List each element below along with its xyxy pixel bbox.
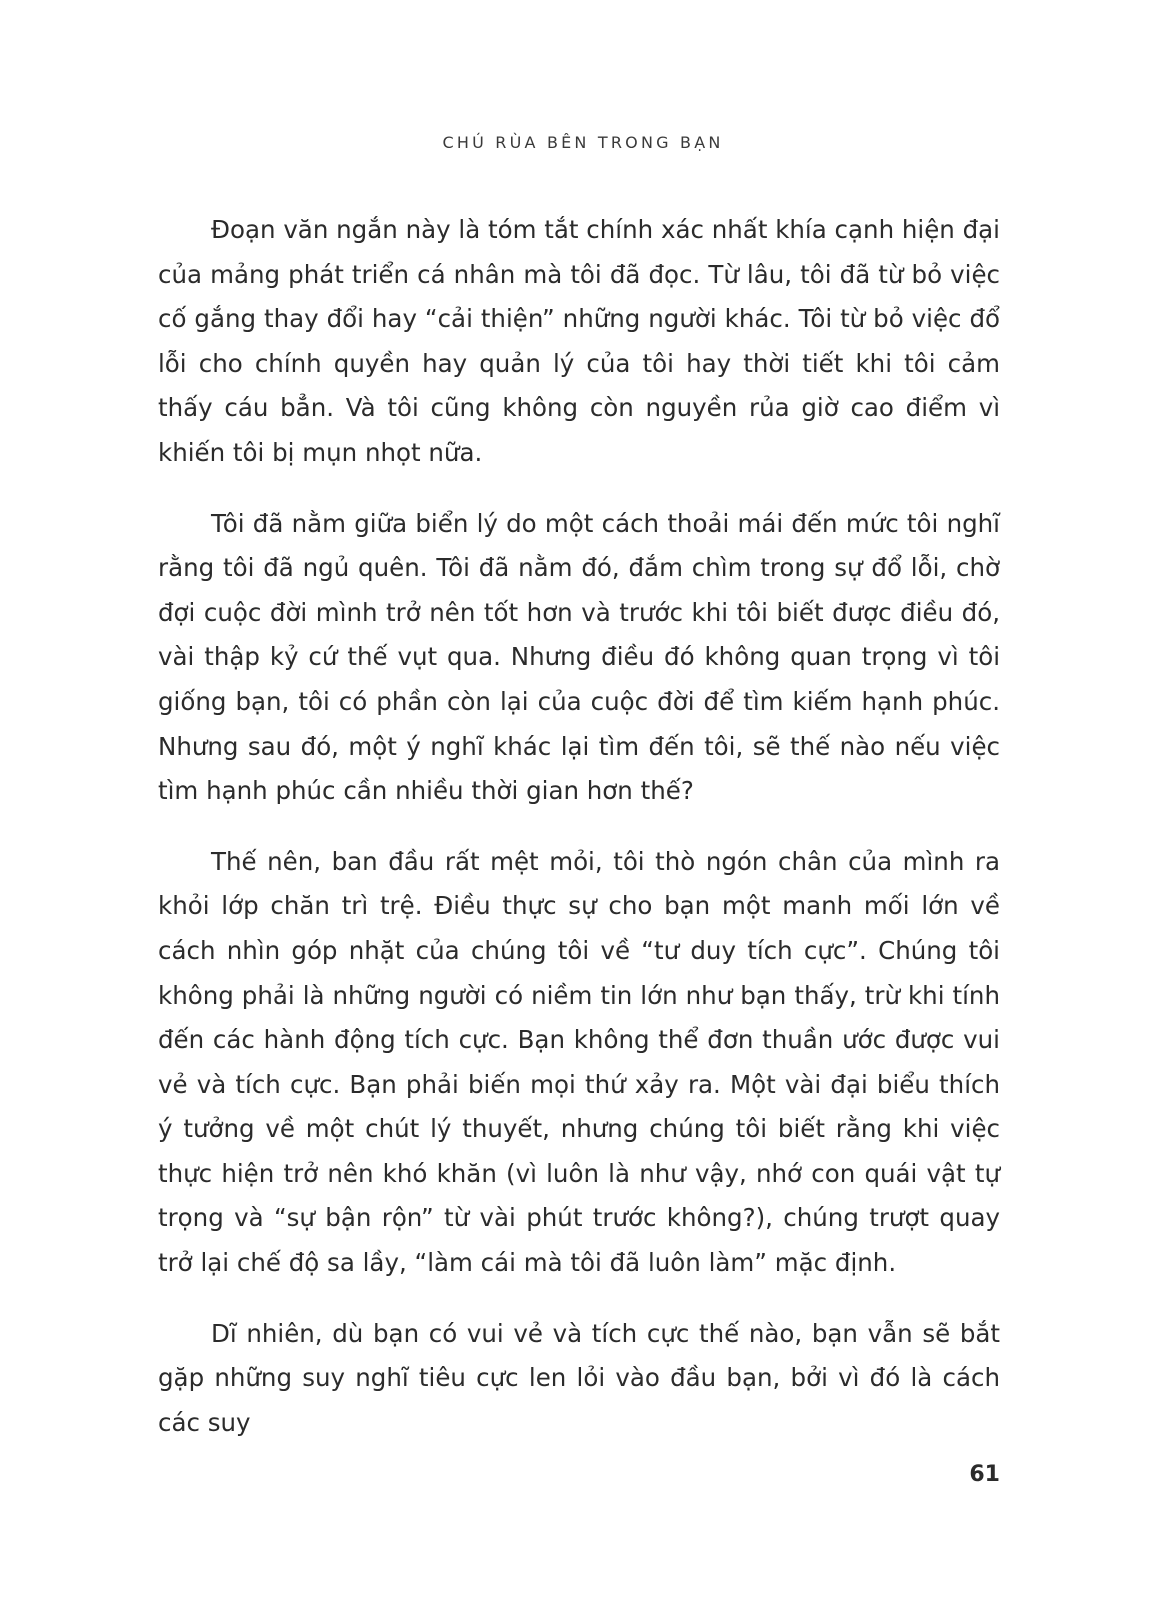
body-text <box>158 208 1000 1471</box>
page-number: 61 <box>969 1462 1000 1487</box>
paragraph-4: Dĩ nhiên, dù bạn có vui vẻ và tích cực thế nào, bạn vẫn sẽ bắt gặp những suy nghĩ tiêu cực len lỏi vào đầu bạn, bởi vì đó là cách các suy <box>158 1318 1000 1437</box>
paragraph-1: Đoạn văn ngắn này là tóm tắt chính xác nhất khía cạnh hiện đại của mảng phát triển cá nhân mà tôi đã đọc. Từ lâu, tôi đã từ bỏ việc cố gắng thay đổi hay “cải thiện” những người khác. Tôi từ bỏ việc đổ lỗi cho chính quyền hay quản lý của tôi hay thời tiết khi tôi cảm thấy cáu bẳn. Và tôi cũng không còn nguyền rủa giờ cao điểm vì khiến tôi bị mụn nhọt nữa. <box>158 215 1000 467</box>
paragraph-2: Tôi đã nằm giữa biển lý do một cách thoải mái đến mức tôi nghĩ rằng tôi đã ngủ quên. Tôi đã nằm đó, đắm chìm trong sự đổ lỗi, chờ đợi cuộc đời mình trở nên tốt hơn và trước khi tôi biết được điều đó, vài thập kỷ cứ thế vụt qua. Nhưng điều đó không quan trọng vì tôi giống bạn, tôi có phần còn lại của cuộc đời để tìm kiếm hạnh phúc. Nhưng sau đó, một ý nghĩ khác lại tìm đến tôi, sẽ thế nào nếu việc tìm hạnh phúc cần nhiều thời gian hơn thế? <box>158 508 1000 806</box>
paragraph-3: Thế nên, ban đầu rất mệt mỏi, tôi thò ngón chân của mình ra khỏi lớp chăn trì trệ. Điều thực sự cho bạn một manh mối lớn về cách nhìn góp nhặt của chúng tôi về “tư duy tích cực”. Chúng tôi không phải là những người có niềm tin lớn như bạn thấy, trừ khi tính đến các hành động tích cực. Bạn không thể đơn thuần ước được vui vẻ và tích cực. Bạn phải biến mọi thứ xảy ra. Một vài đại biểu thích ý tưởng về một chút lý thuyết, nhưng chúng tôi biết rằng khi việc thực hiện trở nên khó khăn (vì luôn là như vậy, nhớ con quái vật tự trọng và “sự bận rộn” từ vài phút trước không?), chúng trượt quay trở lại chế độ sa lầy, “làm cái mà tôi đã luôn làm” mặc định. <box>158 846 1000 1278</box>
running-header: CHÚ RÙA BÊN TRONG BẠN <box>442 133 724 152</box>
